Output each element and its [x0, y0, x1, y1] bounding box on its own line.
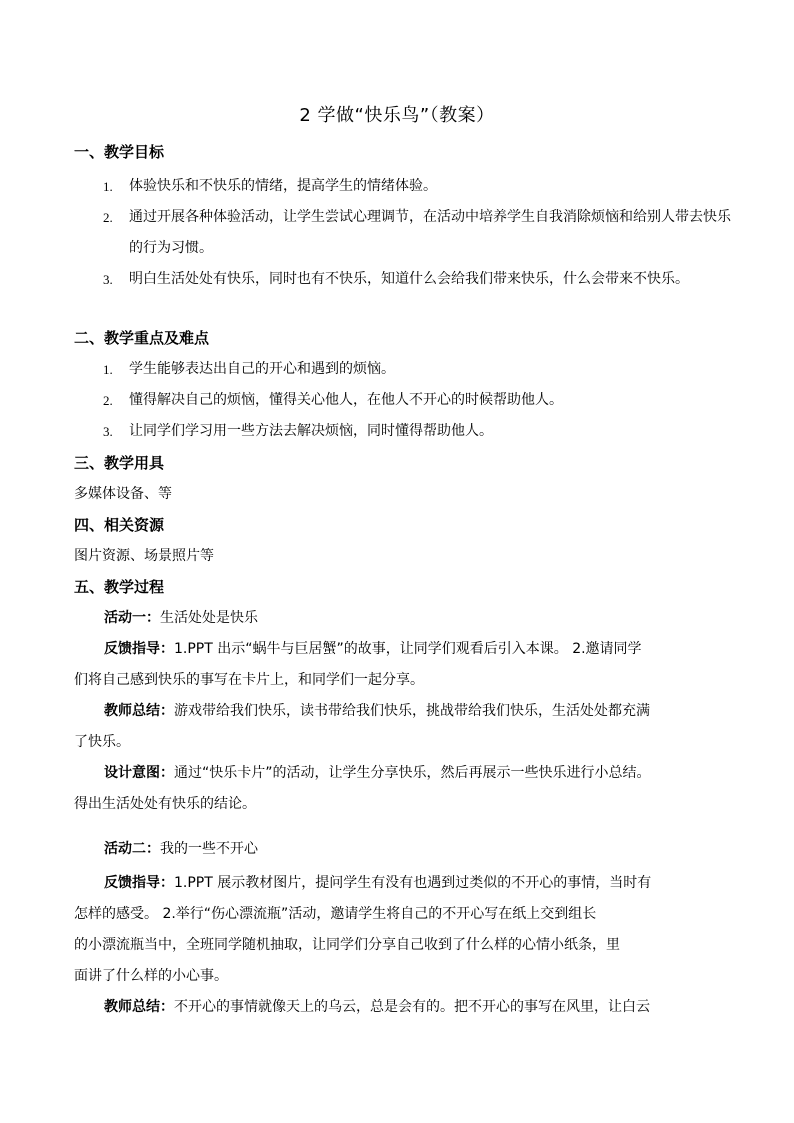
list-number: 2.	[103, 393, 113, 408]
list-item	[103, 202, 733, 264]
list-number: 1.	[103, 179, 113, 194]
section-heading-resources: 四、相关资源	[74, 516, 165, 534]
activity2-feedback	[74, 868, 724, 992]
list-item-text: 懂得解决自己的烦恼，懂得关心他人，在他人不开心的时候帮助他人。	[129, 392, 563, 408]
activity2-title-line	[104, 834, 724, 865]
resources-text: 图片资源、场景照片等	[74, 548, 214, 564]
activity1-feedback	[74, 634, 724, 696]
activity2-title: 我的一些不开心	[160, 841, 258, 857]
feedback-text-line: 怎样的感受。 2.举行“伤心漂流瓶”活动，邀请学生将自己的不开心写在纸上交到组长	[74, 906, 597, 922]
section-heading-objectives: 一、教学目标	[74, 143, 165, 161]
list-item-text: 明白生活处处有快乐，同时也有不快乐，知道什么会给我们带来快乐，什么会带来不快乐。	[129, 271, 689, 287]
activity2-summary	[74, 992, 724, 1023]
feedback-text-line: 面讲了什么样的小心事。	[74, 968, 228, 984]
design-text-line: 得出生活处处有快乐的结论。	[74, 796, 256, 812]
design-text-line: 通过“快乐卡片”的活动，让学生分享快乐，然后再展示一些快乐进行小总结。	[174, 765, 651, 781]
summary-label: 教师总结：	[104, 703, 174, 719]
list-number: 3.	[103, 272, 113, 287]
list-item	[103, 385, 733, 416]
objectives-list	[103, 171, 733, 295]
list-item-text: 体验快乐和不快乐的情绪，提高学生的情绪体验。	[129, 178, 437, 194]
activity1-label: 活动一：	[104, 610, 160, 626]
summary-text-line: 了快乐。	[74, 734, 130, 750]
summary-text-line: 不开心的事情就像天上的乌云，总是会有的。把不开心的事写在风里，让白云	[174, 999, 650, 1015]
list-item-text: 通过开展各种体验活动，让学生尝试心理调节，在活动中培养学生自我消除烦恼和给别人带去快乐的行为习惯。	[129, 209, 731, 256]
feedback-text-line: 的小漂流瓶当中，全班同学随机抽取，让同学们分享自己收到了什么样的心情小纸条，里	[74, 937, 620, 953]
design-label: 设计意图：	[104, 765, 174, 781]
activity2-label: 活动二：	[104, 841, 160, 857]
list-number: 2.	[103, 210, 113, 225]
summary-label: 教师总结：	[104, 999, 174, 1015]
section-heading-key-points: 二、教学重点及难点	[74, 329, 210, 347]
list-item-text: 学生能够表达出自己的开心和遇到的烦恼。	[129, 361, 395, 377]
list-item	[103, 354, 733, 385]
activity1-summary	[74, 696, 724, 758]
feedback-text-line: 1.PPT 展示教材图片，提问学生有没有也遇到过类似的不开心的事情，当时有	[174, 875, 652, 891]
feedback-text-line: 1.PPT 出示“蜗牛与巨居蟹”的故事，让同学们观看后引入本课。 2.邀请同学	[174, 641, 642, 657]
list-number: 1.	[103, 362, 113, 377]
list-item	[103, 264, 733, 295]
key-points-list	[103, 354, 733, 447]
feedback-label: 反馈指导：	[104, 641, 174, 657]
feedback-text-line: 们将自己感到快乐的事写在卡片上，和同学们一起分享。	[74, 672, 424, 688]
page-title: 2 学做“快乐鸟”（教案）	[299, 105, 495, 126]
section-heading-process: 五、教学过程	[74, 578, 165, 596]
activity1-design	[74, 758, 724, 820]
tools-text: 多媒体设备、等	[74, 486, 172, 502]
list-item-text: 让同学们学习用一些方法去解决烦恼，同时懂得帮助他人。	[129, 423, 493, 439]
activity1-title: 生活处处是快乐	[160, 610, 258, 626]
section-heading-tools: 三、教学用具	[74, 454, 165, 472]
list-item	[103, 416, 733, 447]
feedback-label: 反馈指导：	[104, 875, 174, 891]
list-number: 3.	[103, 424, 113, 439]
activity1-title-line	[104, 603, 724, 634]
summary-text-line: 游戏带给我们快乐，读书带给我们快乐，挑战带给我们快乐，生活处处都充满	[174, 703, 650, 719]
list-item	[103, 171, 733, 202]
